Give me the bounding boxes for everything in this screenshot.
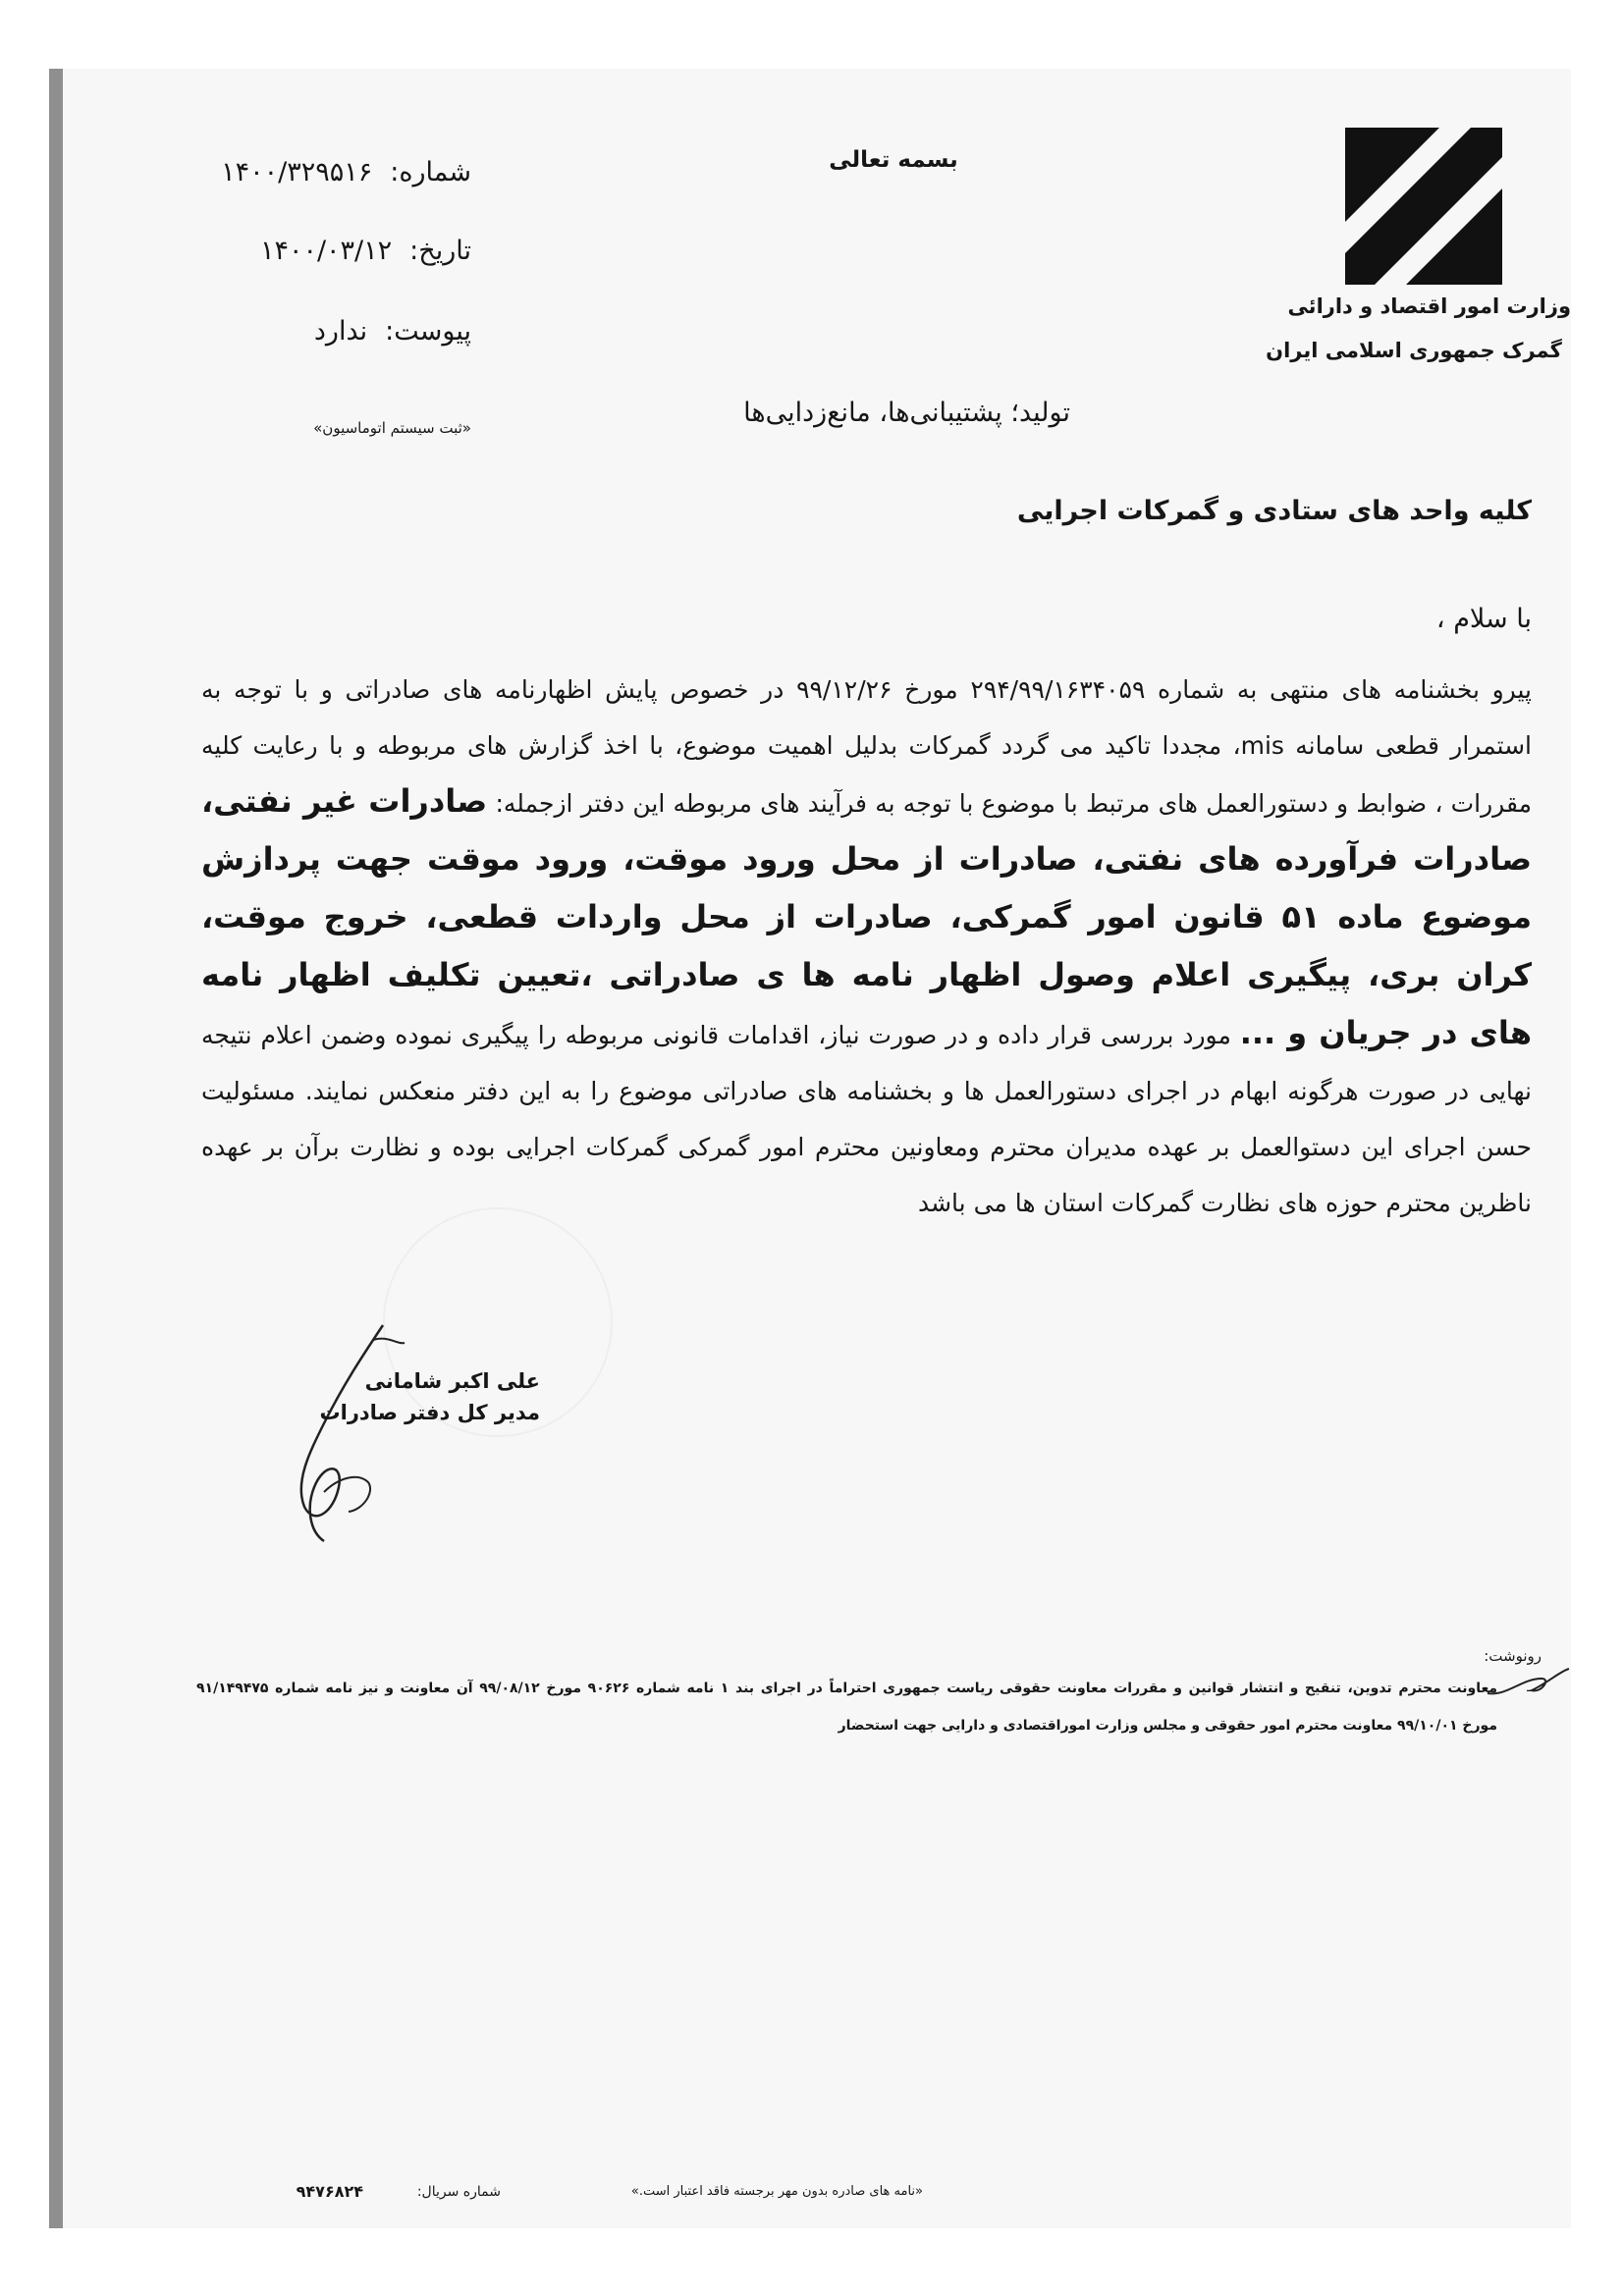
letter-number bbox=[167, 157, 471, 187]
letter-number-value: ۱۴۰۰/۳۲۹۵۱۶ bbox=[221, 157, 373, 187]
footer-validity-note: «نامه های صادره بدون مهر برجسته فاقد اعتبار است.» bbox=[630, 2184, 923, 2199]
body-text-part1: پیرو بخشنامه های منتهی به شماره ۲۹۴/۹۹/۱۶۳۴۰۵۹ مورخ ۹۹/۱۲/۲۶ در خصوص پایش اظهارنامه های صادراتی و با توجه به استمرار قطعی سامانه mis، مجددا تاکید می گردد گمرکات بدلیل اهمیت موضوع، با اخذ گزارش های مربوطه و با رعایت کلیه مقررات ، ضوابط و دستورالعمل های مرتبط با موضوع با توجه به فرآیند های مربوطه این دفتر ازجمله: bbox=[201, 675, 1533, 818]
cc-line-1: معاونت محترم تدوین، تنقیح و انتشار قوانین و مقررات معاونت حقوقی ریاست جمهوری احتراماً در اجرای بند ۱ نامه شماره ۹۰۶۲۶ مورخ ۹۹/۰۸/۱۲ آن معاونت و نیز نامه شماره ۹۱/۱۴۹۴۷۵ bbox=[196, 1681, 1498, 1696]
letter-attachment bbox=[167, 316, 471, 347]
signatory-name: علی اکبر شامانی bbox=[364, 1369, 540, 1393]
letter-date bbox=[167, 236, 471, 266]
bismillah-heading: بسمه تعالی bbox=[829, 147, 958, 173]
cc-label: رونوشت: bbox=[1484, 1647, 1542, 1665]
cc-bullet: - bbox=[1526, 1681, 1532, 1699]
cc-initials-mark bbox=[1483, 1649, 1571, 1708]
greeting: با سلام ، bbox=[1435, 604, 1532, 634]
letter-number-label: شماره: bbox=[390, 157, 471, 187]
serial-number-value: ۹۴۷۶۸۲۴ bbox=[296, 2182, 363, 2201]
letter-date-label: تاریخ: bbox=[409, 236, 471, 266]
letter-body-paragraph bbox=[201, 662, 1532, 1231]
automation-note: «ثبت سیستم اتوماسیون» bbox=[313, 419, 471, 437]
customs-logo-icon bbox=[1345, 128, 1502, 285]
org-line-ministry: وزارت امور اقتصاد و دارائی bbox=[1287, 294, 1571, 318]
handwritten-signature bbox=[265, 1315, 412, 1551]
serial-number-label: شماره سریال: bbox=[416, 2184, 501, 2200]
signatory-title: مدیر کل دفتر صادرات bbox=[319, 1401, 540, 1424]
letter-attachment-value: ندارد bbox=[313, 316, 368, 347]
recipient-line: کلیه واحد های ستادی و گمرکات اجرایی bbox=[1016, 496, 1532, 526]
cc-line-2: مورخ ۹۹/۱۰/۰۱ معاونت محترم امور حقوقی و مجلس وزارت اموراقتصادی و دارایی جهت استحضار bbox=[838, 1718, 1497, 1734]
body-text-bold-list: صادرات غیر نفتی، صادرات فرآورده های نفتی، صادرات از محل ورود موقت، ورود موقت جهت پردازش موضوع ماده ۵۱ قانون امور گمرکی، صادرات از محل واردات قطعی، خروج موقت، کران بری، پیگیری اعلام وصول اظهار نامه ها ی صادراتی ،تعیین تکلیف اظهار نامه های در جریان و ... bbox=[201, 782, 1533, 1051]
body-text-part2: مورد بررسی قرار داده و در صورت نیاز، اقدامات قانونی مربوطه را پیگیری نموده وضمن اعلام نتیجه نهایی در صورت هرگونه ابهام در اجرای دستورالعمل ها و بخشنامه های صادراتی موضوع را به این دفتر منعکس نمایند. مسئولیت حسن اجرای این دستوالعمل بر عهده مدیران محترم ومعاونین محترم امور گمرکی گمرکات اجرایی بوده و نظارت برآن بر عهده ناظرین محترم حوزه های نظارت گمرکات استان ها می باشد bbox=[201, 1021, 1532, 1217]
year-slogan: تولید؛ پشتیبانی‌ها، مانع‌زدایی‌ها bbox=[743, 398, 1070, 428]
org-line-customs: گمرک جمهوری اسلامی ایران bbox=[1266, 339, 1562, 362]
letter-date-value: ۱۴۰۰/۰۳/۱۲ bbox=[259, 236, 393, 266]
customs-logo bbox=[1345, 128, 1502, 285]
letter-attachment-label: پیوست: bbox=[385, 316, 471, 347]
scan-edge-strip bbox=[49, 69, 63, 2228]
